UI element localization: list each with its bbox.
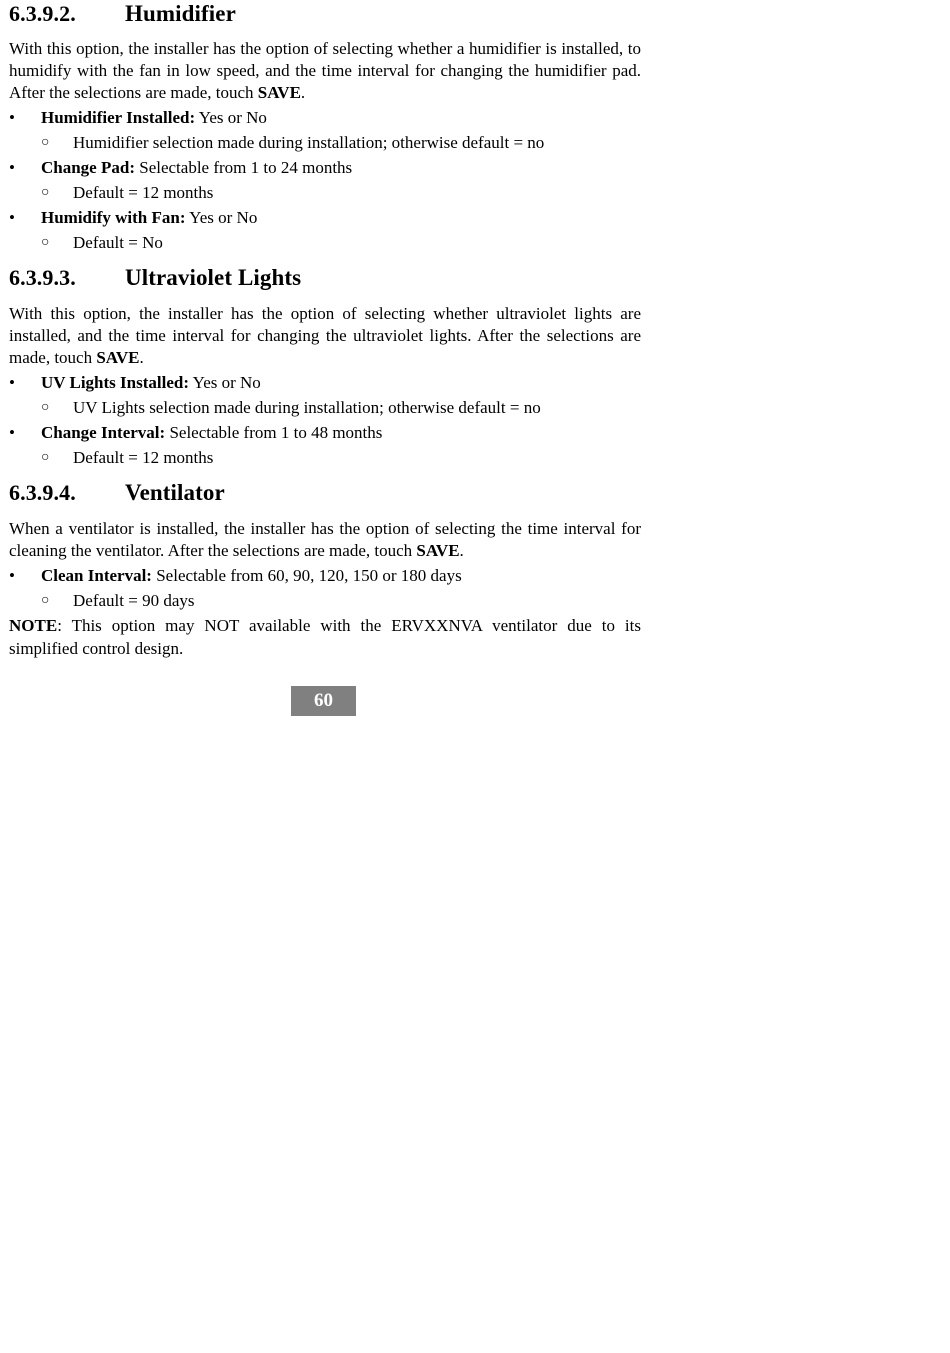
note-text: : This option may NOT available with the ERVXXNVA ventilator due to its simplified control design.: [9, 616, 641, 658]
option-text: Yes or No: [195, 108, 267, 127]
section-title: Ventilator: [125, 480, 225, 505]
bullet-icon: •: [9, 423, 15, 442]
sub-list-item: [9, 180, 641, 206]
option-term: Humidify with Fan:: [41, 208, 186, 227]
section-number: 6.3.9.3.: [9, 265, 76, 290]
sub-item-text: Humidifier selection made during installation; otherwise default = no: [73, 133, 545, 152]
circle-bullet-icon: ○: [41, 185, 50, 200]
note-label: NOTE: [9, 616, 58, 635]
section-heading: [9, 479, 641, 507]
sub-item-text: UV Lights selection made during installation; otherwise default = no: [73, 398, 541, 417]
circle-bullet-icon: ○: [41, 593, 50, 608]
option-text: Yes or No: [185, 208, 258, 227]
list-item: [9, 564, 641, 588]
option-term: UV Lights Installed:: [41, 373, 189, 392]
save-keyword: SAVE: [416, 541, 460, 560]
option-text: Yes or No: [189, 373, 261, 392]
page-number: 60: [291, 686, 356, 716]
sub-list-item: [9, 130, 641, 156]
option-list: [9, 106, 641, 256]
circle-bullet-icon: ○: [41, 235, 50, 250]
circle-bullet-icon: ○: [41, 400, 50, 415]
bullet-icon: •: [9, 108, 15, 127]
section-title: Ultraviolet Lights: [125, 265, 302, 290]
sub-list-item: [9, 445, 641, 471]
section-intro: With this option, the installer has the option of selecting whether ultraviolet lights are installed, and the time interval for changing the ultraviolet lights. After the selections are made, touch SAVE.: [9, 304, 641, 367]
bullet-icon: •: [9, 158, 15, 177]
bullet-icon: •: [9, 373, 15, 392]
sub-item-text: Default = 90 days: [73, 591, 195, 610]
sub-item-text: Default = 12 months: [73, 183, 214, 202]
option-list: [9, 371, 641, 471]
save-keyword: SAVE: [257, 83, 301, 102]
section-ultraviolet-lights: [9, 264, 641, 471]
list-item: [9, 156, 641, 180]
sub-item-text: Default = 12 months: [73, 448, 214, 467]
list-item: [9, 206, 641, 230]
section-ventilator: [9, 479, 641, 660]
sub-list-item: [9, 588, 641, 614]
section-heading: [9, 264, 641, 292]
circle-bullet-icon: ○: [41, 135, 50, 150]
option-list: [9, 564, 641, 614]
section-number: 6.3.9.2.: [9, 1, 76, 26]
sub-list-item: [9, 230, 641, 256]
list-item: [9, 371, 641, 395]
option-term: Humidifier Installed:: [41, 108, 196, 127]
section-humidifier: [9, 0, 641, 256]
section-number: 6.3.9.4.: [9, 480, 76, 505]
sub-item-text: Default = No: [73, 233, 163, 252]
option-text: Selectable from 60, 90, 120, 150 or 180 days: [151, 566, 462, 585]
sub-list-item: [9, 395, 641, 421]
note-paragraph: [9, 614, 641, 660]
save-keyword: SAVE: [96, 348, 140, 367]
option-text: Selectable from 1 to 48 months: [165, 423, 383, 442]
list-item: [9, 421, 641, 445]
section-heading: [9, 0, 641, 28]
circle-bullet-icon: ○: [41, 450, 50, 465]
option-term: Change Pad:: [41, 158, 135, 177]
section-intro: With this option, the installer has the option of selecting whether a humidifier is installed, to humidify with the fan in low speed, and the time interval for changing the humidifier pad. After the selections are made, touch SAVE.: [9, 39, 641, 102]
section-intro: When a ventilator is installed, the installer has the option of selecting the time interval for cleaning the ventilator. After the selections are made, touch SAVE.: [9, 519, 641, 560]
option-term: Clean Interval:: [41, 566, 152, 585]
option-text: Selectable from 1 to 24 months: [134, 158, 353, 177]
option-term: Change Interval:: [41, 423, 166, 442]
bullet-icon: •: [9, 208, 15, 227]
bullet-icon: •: [9, 566, 15, 585]
section-title: Humidifier: [125, 1, 236, 26]
list-item: [9, 106, 641, 130]
